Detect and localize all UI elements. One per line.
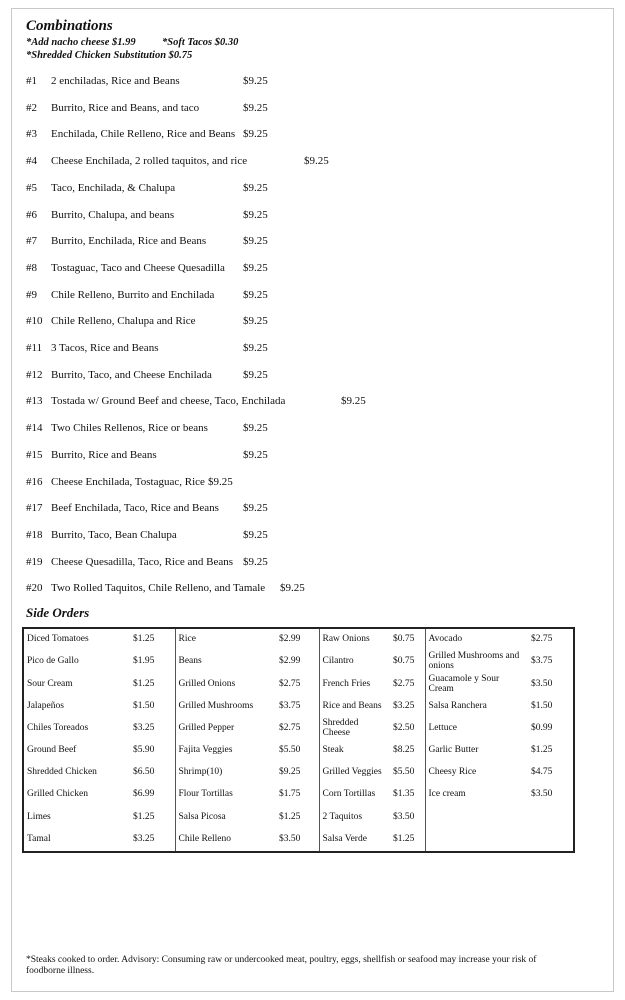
side-item-price: $2.50 — [393, 722, 415, 733]
side-item-price: $3.25 — [393, 700, 415, 711]
combo-number: #4 — [26, 155, 37, 168]
combo-number: #20 — [26, 582, 43, 595]
combo-description: Burrito, Rice and Beans, and taco — [51, 101, 200, 114]
combo-number: #5 — [26, 181, 37, 194]
side-item-name: Sour Cream — [27, 678, 73, 689]
side-item-price: $1.25 — [393, 833, 415, 844]
side-item-price: $1.25 — [279, 811, 301, 822]
side-item-name: Rice — [175, 628, 275, 651]
combo-number: #9 — [26, 288, 37, 301]
combo-price: $9.25 — [243, 368, 268, 381]
side-item-name: Cheesy Rice — [425, 762, 527, 784]
side-item-name: Jalapeños — [27, 700, 64, 711]
side-item-name — [425, 829, 527, 852]
combo-price: $9.25 — [243, 128, 268, 141]
combo-price: $9.25 — [243, 342, 268, 354]
side-item-price: $9.25 — [279, 767, 301, 778]
side-orders-row — [23, 762, 574, 784]
side-item-price — [527, 829, 574, 852]
combo-description: Two Chiles Rellenos, Rice or beans — [51, 422, 208, 435]
side-item-name: Lettuce — [425, 718, 527, 740]
combo-price: $9.25 — [208, 475, 233, 488]
combo-number: #10 — [26, 315, 43, 328]
side-item-price: $4.75 — [531, 767, 553, 778]
combo-price: $9.25 — [243, 75, 268, 87]
side-item-name: Raw Onions — [319, 628, 389, 651]
combo-description: Burrito, Taco, Bean Chalupa — [51, 528, 177, 541]
side-item-price: $2.75 — [531, 634, 553, 645]
side-item-price: $8.25 — [393, 745, 415, 756]
side-item-price — [527, 807, 574, 829]
combo-price: $9.25 — [243, 208, 268, 221]
combo-price: $9.25 — [243, 422, 268, 435]
combo-number: #11 — [26, 342, 43, 354]
side-item-name: Shredded Chicken — [27, 767, 97, 778]
side-item-name: Limes — [27, 811, 51, 822]
side-item-price: $5.90 — [133, 745, 155, 756]
combo-description: Two Rolled Taquitos, Chile Relleno, and Tamale — [51, 582, 266, 595]
side-item-name: Salsa Picosa — [175, 807, 275, 829]
side-item-name: Ground Beef — [27, 745, 77, 756]
side-item-name: Rice and Beans — [319, 696, 389, 718]
side-orders-row — [23, 740, 574, 762]
side-item-name — [425, 807, 527, 829]
combo-price: $9.25 — [304, 155, 329, 168]
combo-description: Cheese Enchilada, Tostaguac, Rice — [51, 475, 205, 488]
side-orders-row — [23, 784, 574, 806]
combo-description: Enchilada, Chile Relleno, Rice and Beans — [51, 128, 236, 141]
side-item-price: $1.50 — [133, 700, 155, 711]
side-item-price: $3.25 — [133, 833, 155, 844]
combo-price: $9.25 — [243, 315, 268, 328]
combo-description: Tostada w/ Ground Beef and cheese, Taco, Enchilada — [51, 395, 286, 408]
side-item-name: Avocado — [425, 628, 527, 651]
side-item-price: $6.99 — [133, 789, 155, 800]
side-item-name: Diced Tomatoes — [27, 634, 89, 645]
side-orders-table — [22, 627, 575, 853]
combo-description: Cheese Enchilada, 2 rolled taquitos, and rice — [51, 155, 248, 168]
side-item-price: $5.50 — [279, 745, 301, 756]
side-item-price: $6.50 — [133, 767, 155, 778]
combo-description: 2 enchiladas, Rice and Beans — [51, 75, 180, 87]
side-item-name: Ice cream — [425, 784, 527, 806]
side-item-price: $3.50 — [279, 833, 301, 844]
side-item-name: Shredded Cheese — [319, 718, 389, 740]
side-item-name: Grilled Mushrooms and onions — [425, 651, 527, 673]
combo-number: #1 — [26, 75, 37, 87]
side-item-price: $3.75 — [279, 700, 301, 711]
combo-description: Beef Enchilada, Taco, Rice and Beans — [51, 502, 219, 515]
side-item-price: $2.75 — [279, 678, 301, 689]
side-item-price: $2.75 — [393, 678, 415, 689]
side-orders-row — [23, 807, 574, 829]
side-item-price: $3.50 — [393, 811, 415, 822]
combo-description: Cheese Quesadilla, Taco, Rice and Beans — [51, 555, 233, 568]
nacho-cheese-note: *Add nacho cheese $1.99 — [26, 37, 136, 48]
side-orders-row — [23, 651, 574, 673]
combo-price: $9.25 — [243, 261, 268, 274]
side-item-name: Beans — [175, 651, 275, 673]
side-item-price: $3.50 — [531, 678, 553, 689]
side-item-name: Pico de Gallo — [27, 656, 79, 667]
side-orders-row — [23, 696, 574, 718]
side-orders-row — [23, 673, 574, 695]
side-orders-row — [23, 628, 574, 651]
side-item-name: Salsa Ranchera — [425, 696, 527, 718]
side-item-name: Shrimp(10) — [175, 762, 275, 784]
combo-price: $9.25 — [243, 502, 268, 515]
side-item-price: $0.75 — [393, 656, 415, 667]
combo-price: $9.25 — [243, 235, 268, 248]
side-orders-row — [23, 718, 574, 740]
side-item-name: Corn Tortillas — [319, 784, 389, 806]
side-orders-title: Side Orders — [26, 605, 90, 620]
side-item-price: $5.50 — [393, 767, 415, 778]
side-item-price: $2.99 — [279, 634, 301, 645]
combo-price: $9.25 — [341, 395, 366, 408]
combo-description: 3 Tacos, Rice and Beans — [51, 342, 159, 354]
combo-number: #14 — [26, 422, 43, 435]
side-item-price: $1.25 — [133, 634, 155, 645]
side-item-name: Steak — [319, 740, 389, 762]
side-item-price: $1.95 — [133, 656, 155, 667]
side-item-price: $1.25 — [531, 745, 553, 756]
combo-number: #17 — [26, 502, 43, 515]
side-item-name: Flour Tortillas — [175, 784, 275, 806]
combo-description: Tostaguac, Taco and Cheese Quesadilla — [51, 261, 225, 274]
combo-number: #18 — [26, 528, 43, 541]
side-item-price: $1.25 — [133, 811, 155, 822]
side-orders-row — [23, 829, 574, 852]
combo-number: #3 — [26, 128, 37, 141]
combo-description: Chile Relleno, Burrito and Enchilada — [51, 288, 215, 301]
soft-tacos-note: *Soft Tacos $0.30 — [162, 37, 239, 48]
side-item-name: Cilantro — [319, 651, 389, 673]
combo-description: Burrito, Enchilada, Rice and Beans — [51, 235, 207, 248]
side-item-name: Grilled Pepper — [175, 718, 275, 740]
side-item-name: Tamal — [27, 833, 51, 844]
combo-price: $9.25 — [243, 528, 268, 541]
side-item-name: Chiles Toreados — [27, 722, 89, 733]
combo-description: Burrito, Taco, and Cheese Enchilada — [51, 368, 212, 381]
side-item-price: $3.25 — [133, 722, 155, 733]
side-item-name: 2 Taquitos — [319, 807, 389, 829]
side-item-name: Chile Relleno — [175, 829, 275, 852]
combo-number: #8 — [26, 261, 37, 274]
side-item-name: French Fries — [319, 673, 389, 695]
combo-price: $9.25 — [243, 448, 268, 461]
combo-price: $9.25 — [243, 101, 268, 114]
combo-description: Burrito, Chalupa, and beans — [51, 208, 175, 221]
combo-number: #13 — [26, 395, 43, 408]
side-item-price: $2.75 — [279, 722, 301, 733]
side-item-price: $1.75 — [279, 789, 301, 800]
combo-number: #16 — [26, 475, 43, 488]
combo-price: $9.25 — [243, 181, 268, 194]
side-item-price: $3.50 — [531, 789, 553, 800]
combo-description: Chile Relleno, Chalupa and Rice — [51, 315, 196, 328]
side-item-price: $0.99 — [531, 722, 553, 733]
combinations-title: Combinations — [26, 18, 113, 34]
side-item-name: Guacamole y Sour Cream — [425, 673, 527, 695]
combo-number: #15 — [26, 448, 43, 461]
side-item-price: $1.50 — [531, 700, 553, 711]
combo-description: Burrito, Rice and Beans — [51, 448, 157, 461]
combo-price: $9.25 — [243, 288, 268, 301]
combo-number: #12 — [26, 368, 43, 381]
side-item-price: $1.25 — [133, 678, 155, 689]
shredded-chicken-note: *Shredded Chicken Substitution $0.75 — [26, 50, 193, 61]
combo-number: #2 — [26, 101, 37, 114]
side-item-price: $2.99 — [279, 656, 301, 667]
side-item-name: Grilled Veggies — [319, 762, 389, 784]
combo-number: #7 — [26, 235, 37, 248]
side-item-name: Grilled Mushrooms — [175, 696, 275, 718]
side-item-price: $3.75 — [531, 656, 553, 667]
side-item-price: $0.75 — [393, 634, 415, 645]
side-item-price: $1.35 — [393, 789, 415, 800]
combo-number: #19 — [26, 555, 43, 568]
side-item-name: Grilled Chicken — [27, 789, 88, 800]
side-item-name: Fajita Veggies — [175, 740, 275, 762]
combo-description: Taco, Enchilada, & Chalupa — [51, 181, 176, 194]
combo-price: $9.25 — [280, 582, 305, 595]
side-item-name: Salsa Verde — [319, 829, 389, 852]
combo-price: $9.25 — [243, 555, 268, 568]
side-item-name: Grilled Onions — [175, 673, 275, 695]
food-advisory-footer: *Steaks cooked to order. Advisory: Consuming raw or undercooked meat, poultry, eggs, shellfish or seafood may increase your risk of foodborne illness. — [26, 955, 537, 976]
side-item-name: Garlic Butter — [425, 740, 527, 762]
combo-number: #6 — [26, 208, 37, 221]
